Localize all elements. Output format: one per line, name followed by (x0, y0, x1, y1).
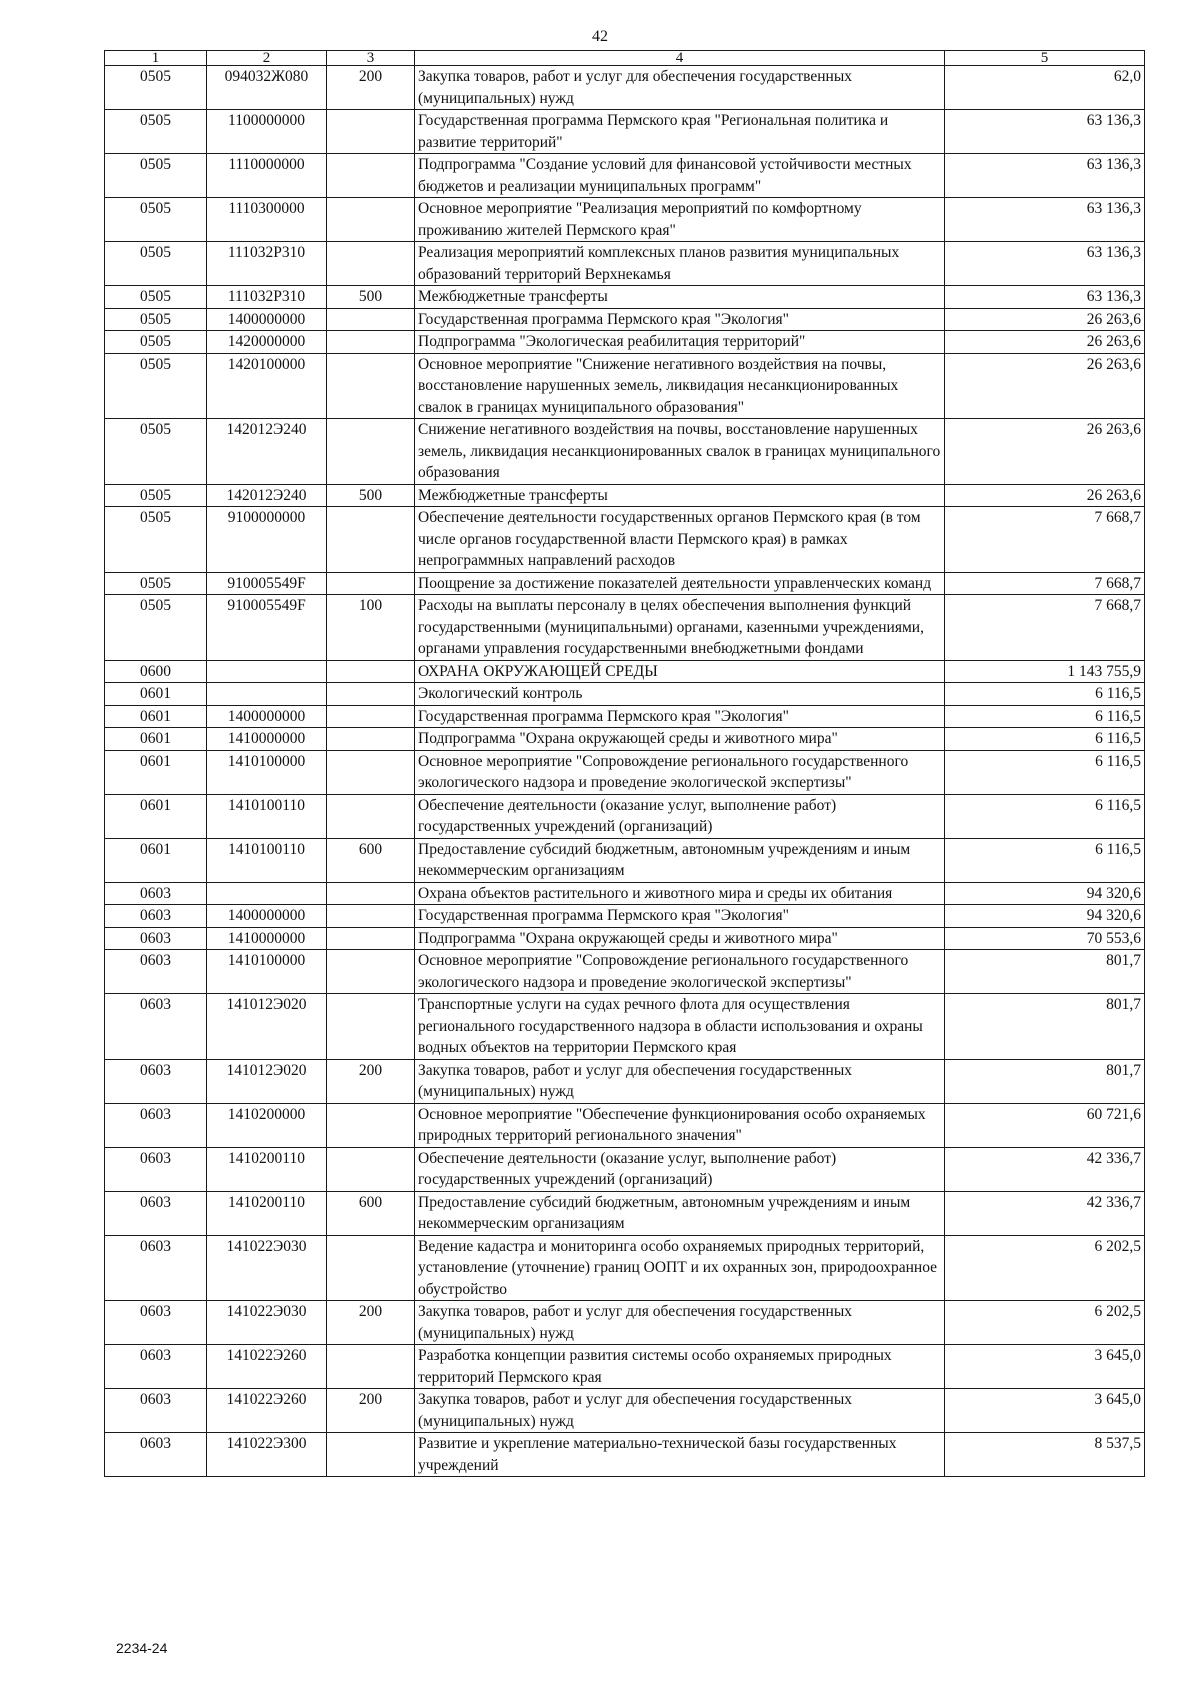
item-name-cell: Подпрограмма "Охрана окружающей среды и животного мира" (415, 728, 945, 751)
item-name-cell: Обеспечение деятельности (оказание услуг, выполнение работ) государственных учреждений (организаций) (415, 794, 945, 838)
section-code-cell: 0601 (105, 683, 207, 706)
amount-cell: 94 320,6 (945, 905, 1145, 928)
expense-type-cell (327, 110, 415, 154)
table-row (105, 1433, 1145, 1477)
table-row (105, 286, 1145, 309)
expense-type-cell: 200 (327, 1301, 415, 1345)
item-name-cell: Снижение негативного воздействия на почвы, восстановление нарушенных земель, ликвидация несанкционированных свалок в границах муниципального образования (415, 419, 945, 485)
table-row (105, 154, 1145, 198)
expense-type-cell (327, 794, 415, 838)
expense-type-cell: 600 (327, 1191, 415, 1235)
header-col-4: 4 (415, 51, 945, 66)
section-code-cell: 0505 (105, 154, 207, 198)
target-article-cell: 1100000000 (207, 110, 327, 154)
amount-cell: 62,0 (945, 66, 1145, 110)
item-name-cell: Предоставление субсидий бюджетным, автономным учреждениям и иным некоммерческим организациям (415, 1191, 945, 1235)
table-row (105, 705, 1145, 728)
section-code-cell: 0601 (105, 750, 207, 794)
expense-type-cell: 500 (327, 484, 415, 507)
section-code-cell: 0505 (105, 66, 207, 110)
amount-cell: 42 336,7 (945, 1191, 1145, 1235)
expense-type-cell (327, 507, 415, 573)
target-article-cell: 094032Ж080 (207, 66, 327, 110)
expense-type-cell (327, 950, 415, 994)
section-code-cell: 0603 (105, 1191, 207, 1235)
header-col-1: 1 (105, 51, 207, 66)
table-row (105, 198, 1145, 242)
expense-type-cell (327, 750, 415, 794)
expense-type-cell (327, 331, 415, 354)
item-name-cell: Обеспечение деятельности государственных органов Пермского края (в том числе органов государственной власти Пермского края) в рамках непрограммных направлений расходов (415, 507, 945, 573)
table-row (105, 882, 1145, 905)
target-article-cell: 111032Р310 (207, 242, 327, 286)
table-row (105, 1389, 1145, 1433)
table-row (105, 1301, 1145, 1345)
expense-type-cell (327, 728, 415, 751)
amount-cell: 6 202,5 (945, 1235, 1145, 1301)
target-article-cell: 141012Э020 (207, 1059, 327, 1103)
amount-cell: 6 116,5 (945, 705, 1145, 728)
amount-cell: 63 136,3 (945, 198, 1145, 242)
section-code-cell: 0505 (105, 507, 207, 573)
item-name-cell: Межбюджетные трансферты (415, 286, 945, 309)
target-article-cell: 141022Э030 (207, 1301, 327, 1345)
amount-cell: 26 263,6 (945, 353, 1145, 419)
item-name-cell: Государственная программа Пермского края "Экология" (415, 705, 945, 728)
table-row (105, 750, 1145, 794)
section-code-cell: 0603 (105, 905, 207, 928)
amount-cell: 8 537,5 (945, 1433, 1145, 1477)
target-article-cell: 1400000000 (207, 705, 327, 728)
target-article-cell: 9100000000 (207, 507, 327, 573)
target-article-cell (207, 683, 327, 706)
table-row (105, 905, 1145, 928)
amount-cell: 6 116,5 (945, 683, 1145, 706)
section-code-cell: 0505 (105, 198, 207, 242)
target-article-cell: 1410200110 (207, 1191, 327, 1235)
page-number: 42 (592, 28, 608, 45)
header-col-3: 3 (327, 51, 415, 66)
item-name-cell: Ведение кадастра и мониторинга особо охраняемых природных территорий, установление (уточнение) границ ООПТ и их охранных зон, природоохранное обустройство (415, 1235, 945, 1301)
amount-cell: 7 668,7 (945, 507, 1145, 573)
expense-type-cell (327, 242, 415, 286)
section-code-cell: 0505 (105, 484, 207, 507)
table-row (105, 308, 1145, 331)
amount-cell: 801,7 (945, 994, 1145, 1060)
expense-type-cell (327, 1103, 415, 1147)
expense-type-cell (327, 154, 415, 198)
table-row (105, 331, 1145, 354)
amount-cell: 63 136,3 (945, 242, 1145, 286)
section-code-cell: 0603 (105, 1059, 207, 1103)
table-row (105, 950, 1145, 994)
expense-type-cell (327, 683, 415, 706)
table-row (105, 572, 1145, 595)
section-code-cell: 0505 (105, 595, 207, 661)
table-row (105, 728, 1145, 751)
target-article-cell: 1420000000 (207, 331, 327, 354)
table-row (105, 66, 1145, 110)
amount-cell: 94 320,6 (945, 882, 1145, 905)
section-code-cell: 0601 (105, 838, 207, 882)
target-article-cell: 1410200000 (207, 1103, 327, 1147)
target-article-cell: 1410100000 (207, 750, 327, 794)
section-code-cell: 0601 (105, 728, 207, 751)
expense-type-cell: 500 (327, 286, 415, 309)
amount-cell: 7 668,7 (945, 572, 1145, 595)
amount-cell: 6 116,5 (945, 728, 1145, 751)
expense-type-cell (327, 419, 415, 485)
section-code-cell: 0603 (105, 994, 207, 1060)
budget-table (104, 50, 1145, 1477)
item-name-cell: Закупка товаров, работ и услуг для обеспечения государственных (муниципальных) нужд (415, 1301, 945, 1345)
section-code-cell: 0603 (105, 1103, 207, 1147)
amount-cell: 63 136,3 (945, 110, 1145, 154)
table-row (105, 484, 1145, 507)
item-name-cell: Основное мероприятие "Снижение негативного воздействия на почвы, восстановление нарушенных земель, ликвидация несанкционированных свалок в границах муниципального образования" (415, 353, 945, 419)
expense-type-cell (327, 1345, 415, 1389)
item-name-cell: Основное мероприятие "Сопровождение регионального государственного экологического надзора и проведение экологической экспертизы" (415, 950, 945, 994)
item-name-cell: Обеспечение деятельности (оказание услуг, выполнение работ) государственных учреждений (организаций) (415, 1147, 945, 1191)
amount-cell: 6 116,5 (945, 750, 1145, 794)
target-article-cell (207, 882, 327, 905)
table-row (105, 110, 1145, 154)
amount-cell: 3 645,0 (945, 1389, 1145, 1433)
expense-type-cell (327, 705, 415, 728)
table-body (105, 66, 1145, 1477)
amount-cell: 6 116,5 (945, 838, 1145, 882)
table-row (105, 927, 1145, 950)
target-article-cell: 1110000000 (207, 154, 327, 198)
section-code-cell: 0505 (105, 331, 207, 354)
amount-cell: 70 553,6 (945, 927, 1145, 950)
target-article-cell: 141022Э260 (207, 1345, 327, 1389)
expense-type-cell (327, 994, 415, 1060)
amount-cell: 801,7 (945, 950, 1145, 994)
table-row (105, 838, 1145, 882)
item-name-cell: Поощрение за достижение показателей деятельности управленческих команд (415, 572, 945, 595)
section-code-cell: 0603 (105, 950, 207, 994)
amount-cell: 60 721,6 (945, 1103, 1145, 1147)
target-article-cell: 141022Э300 (207, 1433, 327, 1477)
amount-cell: 26 263,6 (945, 484, 1145, 507)
table-row (105, 1235, 1145, 1301)
target-article-cell: 1410100110 (207, 838, 327, 882)
target-article-cell: 1410100110 (207, 794, 327, 838)
table-row (105, 353, 1145, 419)
item-name-cell: Межбюджетные трансферты (415, 484, 945, 507)
expense-type-cell (327, 1235, 415, 1301)
section-code-cell: 0505 (105, 110, 207, 154)
table-row (105, 660, 1145, 683)
target-article-cell: 111032Р310 (207, 286, 327, 309)
expense-type-cell (327, 905, 415, 928)
section-code-cell: 0505 (105, 242, 207, 286)
expense-type-cell: 200 (327, 1389, 415, 1433)
table-row (105, 242, 1145, 286)
expense-type-cell (327, 1147, 415, 1191)
amount-cell: 3 645,0 (945, 1345, 1145, 1389)
section-code-cell: 0601 (105, 794, 207, 838)
table-header-row (105, 51, 1145, 66)
expense-type-cell (327, 308, 415, 331)
expense-type-cell (327, 353, 415, 419)
expense-type-cell (327, 927, 415, 950)
table-row (105, 1147, 1145, 1191)
header-col-5: 5 (945, 51, 1145, 66)
amount-cell: 1 143 755,9 (945, 660, 1145, 683)
table-row (105, 683, 1145, 706)
target-article-cell: 141012Э020 (207, 994, 327, 1060)
table-row (105, 595, 1145, 661)
item-name-cell: Подпрограмма "Создание условий для финансовой устойчивости местных бюджетов и реализации муниципальных программ" (415, 154, 945, 198)
expense-type-cell: 200 (327, 1059, 415, 1103)
amount-cell: 6 202,5 (945, 1301, 1145, 1345)
table-row (105, 1059, 1145, 1103)
table-row (105, 1191, 1145, 1235)
amount-cell: 42 336,7 (945, 1147, 1145, 1191)
item-name-cell: Основное мероприятие "Сопровождение регионального государственного экологического надзора и проведение экологической экспертизы" (415, 750, 945, 794)
item-name-cell: Расходы на выплаты персоналу в целях обеспечения выполнения функций государственными (муниципальными) органами, казенными учреждениями, органами управления государственными внебюджетными фондами (415, 595, 945, 661)
item-name-cell: Основное мероприятие "Реализация мероприятий по комфортному проживанию жителей Пермского края" (415, 198, 945, 242)
section-code-cell: 0505 (105, 308, 207, 331)
target-article-cell (207, 660, 327, 683)
item-name-cell: Охрана объектов растительного и животного мира и среды их обитания (415, 882, 945, 905)
expense-type-cell: 100 (327, 595, 415, 661)
item-name-cell: Закупка товаров, работ и услуг для обеспечения государственных (муниципальных) нужд (415, 1389, 945, 1433)
section-code-cell: 0603 (105, 927, 207, 950)
table-row (105, 419, 1145, 485)
section-code-cell: 0603 (105, 1147, 207, 1191)
amount-cell: 63 136,3 (945, 154, 1145, 198)
amount-cell: 26 263,6 (945, 331, 1145, 354)
item-name-cell: Экологический контроль (415, 683, 945, 706)
target-article-cell: 142012Э240 (207, 484, 327, 507)
amount-cell: 801,7 (945, 1059, 1145, 1103)
expense-type-cell (327, 198, 415, 242)
table-row (105, 994, 1145, 1060)
header-col-2: 2 (207, 51, 327, 66)
target-article-cell: 141022Э260 (207, 1389, 327, 1433)
item-name-cell: Государственная программа Пермского края "Региональная политика и развитие территорий" (415, 110, 945, 154)
section-code-cell: 0505 (105, 286, 207, 309)
section-code-cell: 0603 (105, 1389, 207, 1433)
item-name-cell: Основное мероприятие "Обеспечение функционирования особо охраняемых природных территорий регионального значения" (415, 1103, 945, 1147)
item-name-cell: Закупка товаров, работ и услуг для обеспечения государственных (муниципальных) нужд (415, 66, 945, 110)
section-code-cell: 0505 (105, 419, 207, 485)
section-code-cell: 0600 (105, 660, 207, 683)
item-name-cell: Подпрограмма "Охрана окружающей среды и животного мира" (415, 927, 945, 950)
target-article-cell: 1420100000 (207, 353, 327, 419)
expense-type-cell (327, 572, 415, 595)
document-number: 2234-24 (116, 1640, 168, 1656)
item-name-cell: Государственная программа Пермского края "Экология" (415, 308, 945, 331)
section-code-cell: 0505 (105, 353, 207, 419)
section-code-cell: 0603 (105, 1301, 207, 1345)
section-code-cell: 0603 (105, 1345, 207, 1389)
section-code-cell: 0601 (105, 705, 207, 728)
section-code-cell: 0603 (105, 1433, 207, 1477)
section-code-cell: 0603 (105, 1235, 207, 1301)
target-article-cell: 1110300000 (207, 198, 327, 242)
item-name-cell: Транспортные услуги на судах речного флота для осуществления регионального государственного надзора в области использования и охраны водных объектов на территории Пермского края (415, 994, 945, 1060)
target-article-cell: 142012Э240 (207, 419, 327, 485)
target-article-cell: 1400000000 (207, 308, 327, 331)
target-article-cell: 1410000000 (207, 728, 327, 751)
expense-type-cell: 200 (327, 66, 415, 110)
item-name-cell: Подпрограмма "Экологическая реабилитация территорий" (415, 331, 945, 354)
item-name-cell: Государственная программа Пермского края "Экология" (415, 905, 945, 928)
target-article-cell: 1410200110 (207, 1147, 327, 1191)
section-code-cell: 0505 (105, 572, 207, 595)
target-article-cell: 910005549F (207, 595, 327, 661)
amount-cell: 63 136,3 (945, 286, 1145, 309)
target-article-cell: 141022Э030 (207, 1235, 327, 1301)
item-name-cell: Развитие и укрепление материально-технической базы государственных учреждений (415, 1433, 945, 1477)
item-name-cell: Закупка товаров, работ и услуг для обеспечения государственных (муниципальных) нужд (415, 1059, 945, 1103)
table-row (105, 1103, 1145, 1147)
item-name-cell: Предоставление субсидий бюджетным, автономным учреждениям и иным некоммерческим организациям (415, 838, 945, 882)
target-article-cell: 1410000000 (207, 927, 327, 950)
amount-cell: 26 263,6 (945, 308, 1145, 331)
item-name-cell: Реализация мероприятий комплексных планов развития муниципальных образований территорий Верхнекамья (415, 242, 945, 286)
expense-type-cell: 600 (327, 838, 415, 882)
table-row (105, 507, 1145, 573)
item-name-cell: ОХРАНА ОКРУЖАЮЩЕЙ СРЕДЫ (415, 660, 945, 683)
expense-type-cell (327, 660, 415, 683)
target-article-cell: 1400000000 (207, 905, 327, 928)
amount-cell: 6 116,5 (945, 794, 1145, 838)
amount-cell: 7 668,7 (945, 595, 1145, 661)
table-row (105, 794, 1145, 838)
item-name-cell: Разработка концепции развития системы особо охраняемых природных территорий Пермского края (415, 1345, 945, 1389)
expense-type-cell (327, 1433, 415, 1477)
expense-type-cell (327, 882, 415, 905)
amount-cell: 26 263,6 (945, 419, 1145, 485)
section-code-cell: 0603 (105, 882, 207, 905)
target-article-cell: 1410100000 (207, 950, 327, 994)
target-article-cell: 910005549F (207, 572, 327, 595)
table-row (105, 1345, 1145, 1389)
